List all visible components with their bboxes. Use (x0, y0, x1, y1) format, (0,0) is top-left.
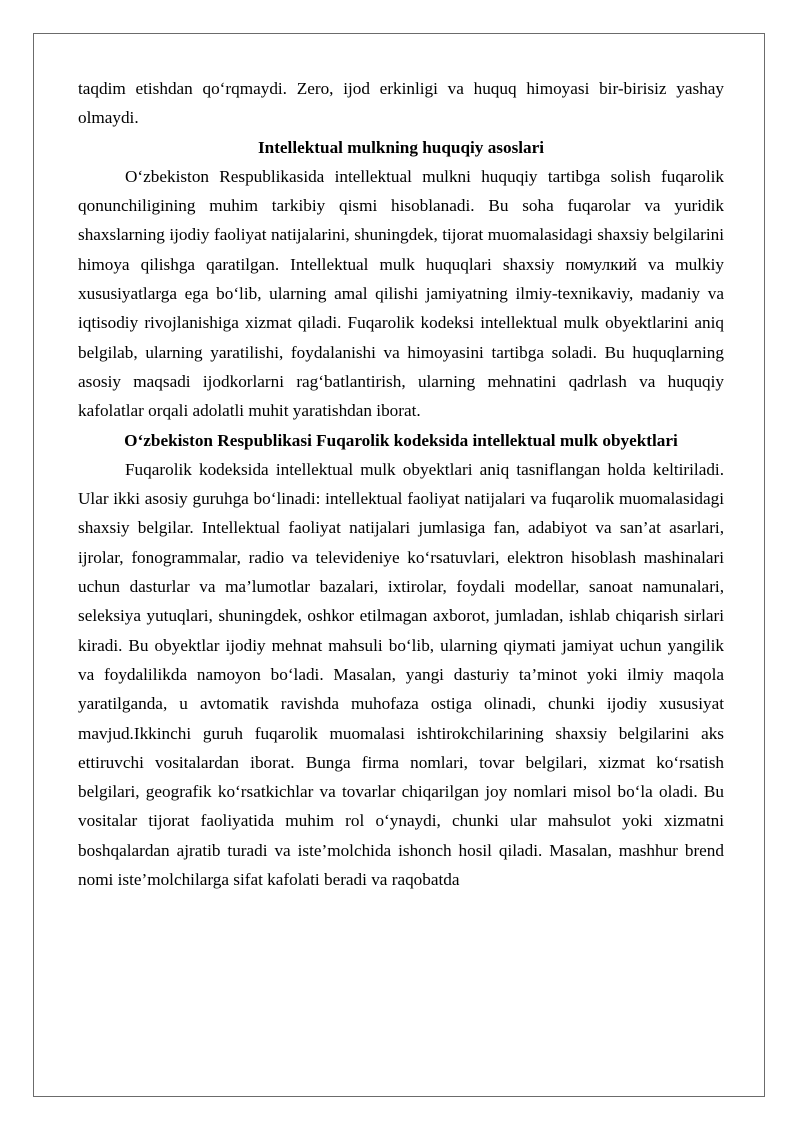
intro-paragraph: taqdim etishdan qo‘rqmaydi. Zero, ijod erkinligi va huquq himoyasi bir-birisiz yashay olmaydi. (78, 79, 724, 128)
section-paragraph-legal-basis: O‘zbekiston Respublikasida intellektual mulkni huquqiy tartibga solish fuqarolik qonunchiligining muhim tarkibiy qismi hisoblanadi. Bu soha fuqarolar va yuridik shaxslarning ijodiy faoliyat natijalarini, shuningdek, tijorat muomalasidagi shaxsiy belgilarini himoya qilishga qaratilgan. Intellektual mulk huquqlari shaxsiy помулкий va mulkiy xususiyatlarga ega bo‘lib, ularning amal qilishi jamiyatning ilmiy-texnikaviy, madaniy va iqtisodiy rivojlanishiga xizmat qiladi. Fuqarolik kodeksi intellektual mulk obyektlarini aniq belgilab, ularning yaratilishi, foydalanishi va himoyasini tartibga soladi. Bu huquqlarning asosiy maqsadi ijodkorlarni rag‘batlantirish, ularning mehnatini qadrlash va huquqiy kafolatlar orqali adolatli muhit yaratishdan iborat. (78, 166, 724, 421)
section-heading-civil-code-objects: O‘zbekiston Respublikasi Fuqarolik kodeksida intellektual mulk obyektlari (124, 430, 678, 450)
section-paragraph-civil-code-objects: Fuqarolik kodeksida intellektual mulk obyektlari aniq tasniflangan holda keltiriladi. Ular ikki asosiy guruhga bo‘linadi: intellektual faoliyat natijalari va fuqarolik muomalasidagi shaxsiy belgilar. Intellektual faoliyat natijalari jumlasiga fan, adabiyot va san’at asarlari, ijrolar, fonogrammalar, radio va televideniye ko‘rsatuvlari, elektron hisoblash mashinalari uchun dasturlar va ma’lumotlar bazalari, ixtirolar, foydali modellar, sanoat namunalari, seleksiya yutuqlari, shuningdek, oshkor etilmagan axborot, jumladan, ishlab chiqarish sirlari kiradi. Bu obyektlar ijodiy mehnat mahsuli bo‘lib, ularning qiymati jamiyat uchun yangilik va foydalilikda namoyon bo‘ladi. Masalan, yangi dasturiy ta’minot yoki ilmiy maqola yaratilganda, u avtomatik ravishda muhofaza ostiga olinadi, chunki ijodiy xususiyat mavjud.Ikkinchi guruh fuqarolik muomalasi ishtirokchilarining shaxsiy belgilarini aks ettiruvchi vositalardan iborat. Bunga firma nomlari, tovar belgilari, xizmat ko‘rsatish belgilari, geografik ko‘rsatkichlar va tovarlar chiqarilgan joy nomlari misol bo‘la oladi. Bu vositalar tijorat faoliyatida muhim rol o‘ynaydi, chunki ular mahsulot yoki xizmatni boshqalardan ajratib turadi va iste’molchida ishonch hosil qiladi. Masalan, mashhur brend nomi iste’molchilarga sifat kafolati beradi va raqobatda (78, 459, 724, 890)
section-heading-legal-basis: Intellektual mulkning huquqiy asoslari (257, 137, 545, 157)
document-body (78, 74, 724, 894)
